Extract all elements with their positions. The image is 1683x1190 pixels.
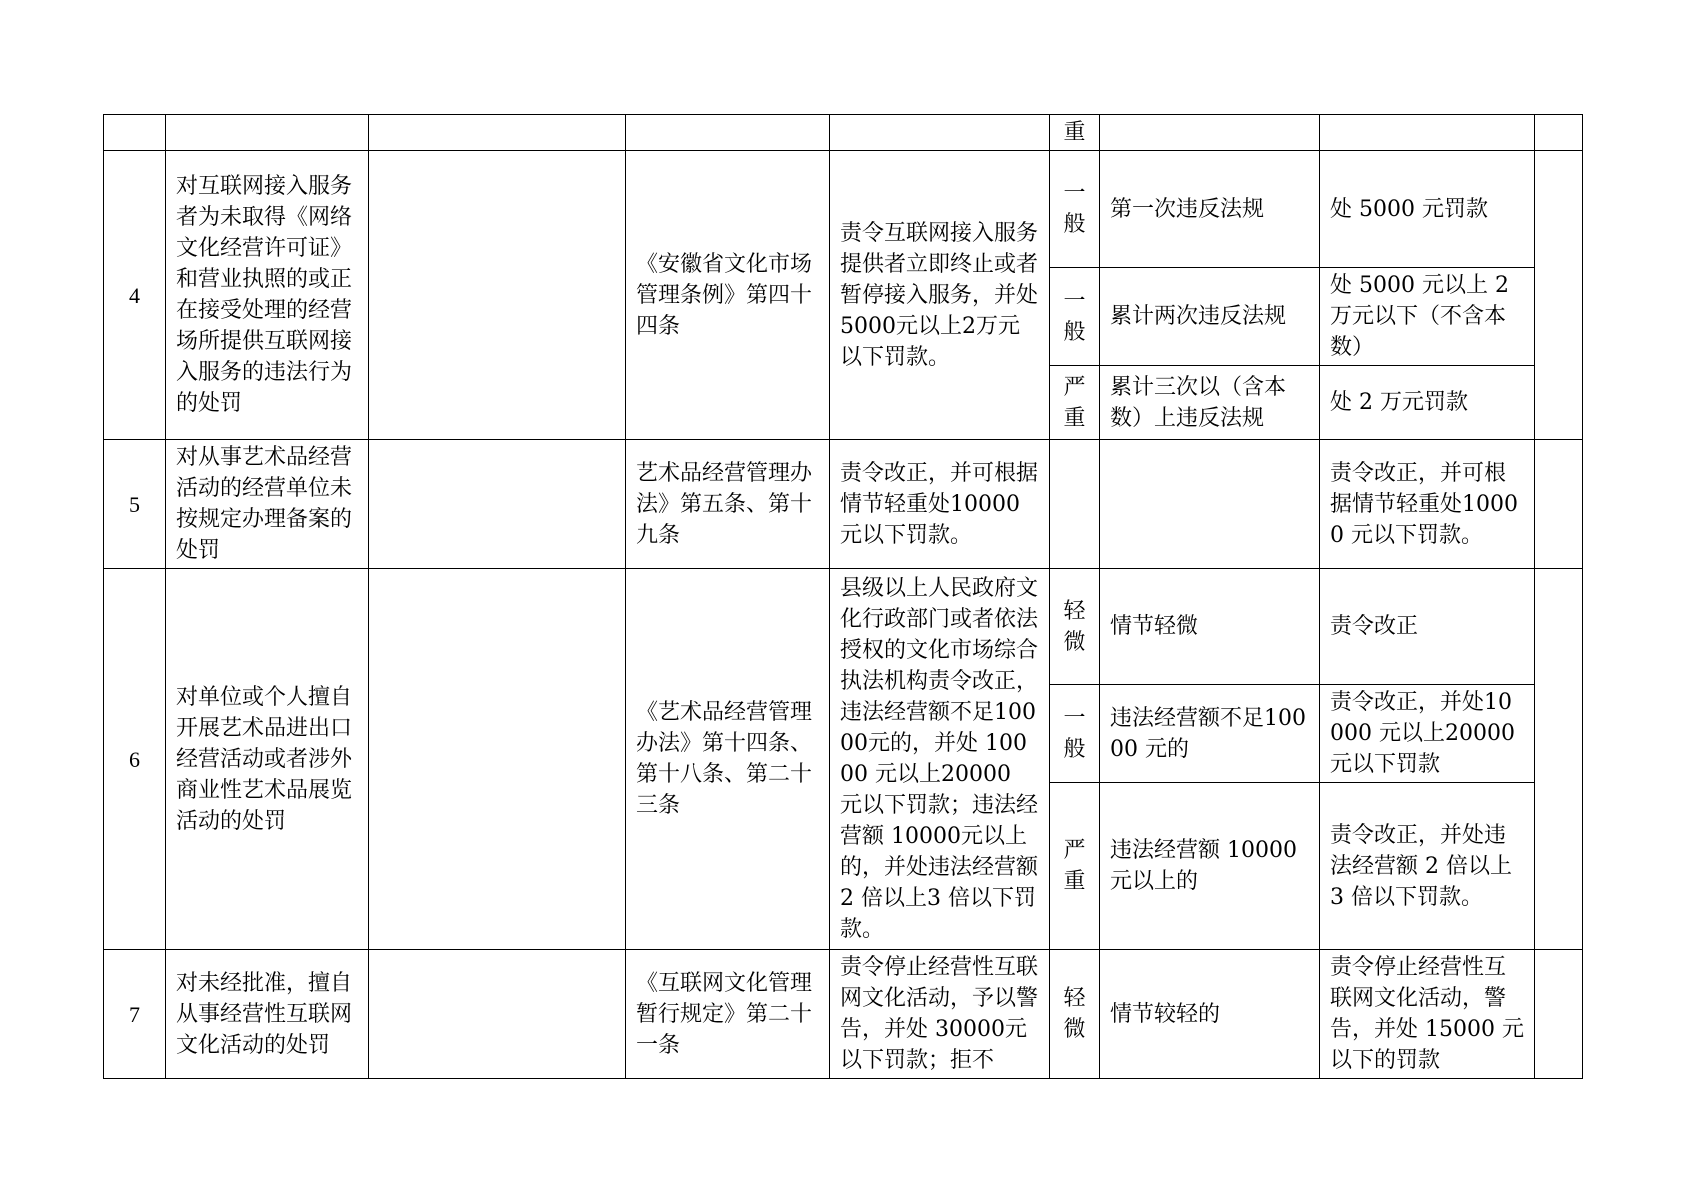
cell-standard: 处 2 万元罚款 (1320, 366, 1535, 440)
cell-remark (1535, 569, 1583, 950)
cell-level (1050, 440, 1100, 569)
cell-level: 轻微 (1050, 950, 1100, 1079)
table-row (104, 151, 1583, 268)
cell-standard: 责令停止经营性互联网文化活动，警告，并处 15000 元以下的罚款 (1320, 950, 1535, 1079)
cell-no: 5 (104, 440, 166, 569)
cell-remark (1535, 151, 1583, 440)
cell-circumstance: 累计三次以（含本数）上违反法规 (1100, 366, 1320, 440)
cell-code (369, 115, 626, 151)
cell-circumstance: 情节轻微 (1100, 569, 1320, 685)
cell-item: 对单位或个人擅自开展艺术品进出口经营活动或者涉外商业性艺术品展览活动的处罚 (166, 569, 369, 950)
cell-standard: 责令改正 (1320, 569, 1535, 685)
cell-penalty: 责令互联网接入服务提供者立即终止或者暂停接入服务，并处5000元以上2万元以下罚款。 (830, 151, 1050, 440)
cell-standard: 责令改正，并处10000 元以上20000 元以下罚款 (1320, 685, 1535, 783)
cell-level: 严重 (1050, 366, 1100, 440)
cell-remark (1535, 950, 1583, 1079)
cell-remark (1535, 115, 1583, 151)
penalty-discretion-table (103, 114, 1583, 1079)
cell-circumstance: 违法经营额不足10000 元的 (1100, 685, 1320, 783)
cell-item: 对从事艺术品经营活动的经营单位未按规定办理备案的处罚 (166, 440, 369, 569)
cell-standard: 责令改正，并处违法经营额 2 倍以上3 倍以下罚款。 (1320, 783, 1535, 950)
cell-basis (626, 115, 830, 151)
cell-item: 对互联网接入服务者为未取得《网络文化经营许可证》和营业执照的或正在接受处理的经营场所提供互联网接入服务的违法行为的处罚 (166, 151, 369, 440)
cell-basis: 《安徽省文化市场管理条例》第四十四条 (626, 151, 830, 440)
cell-code (369, 151, 626, 440)
cell-standard: 处 5000 元罚款 (1320, 151, 1535, 268)
cell-level: 轻微 (1050, 569, 1100, 685)
cell-circumstance: 累计两次违反法规 (1100, 268, 1320, 366)
table-row (104, 440, 1583, 569)
cell-no: 7 (104, 950, 166, 1079)
cell-circumstance: 第一次违反法规 (1100, 151, 1320, 268)
cell-basis: 艺术品经营管理办法》第五条、第十九条 (626, 440, 830, 569)
cell-no: 6 (104, 569, 166, 950)
cell-level: 一般 (1050, 685, 1100, 783)
cell-circumstance (1100, 440, 1320, 569)
cell-remark (1535, 440, 1583, 569)
table-row (104, 950, 1583, 1079)
cell-code (369, 950, 626, 1079)
cell-no: 4 (104, 151, 166, 440)
cell-standard (1320, 115, 1535, 151)
cell-basis: 《互联网文化管理暂行规定》第二十一条 (626, 950, 830, 1079)
cell-circumstance: 情节较轻的 (1100, 950, 1320, 1079)
cell-level: 严重 (1050, 783, 1100, 950)
cell-standard: 责令改正，并可根据情节轻重处10000 元以下罚款。 (1320, 440, 1535, 569)
cell-no (104, 115, 166, 151)
table-row-continuation (104, 115, 1583, 151)
cell-item (166, 115, 369, 151)
cell-code (369, 569, 626, 950)
cell-level: 重 (1050, 115, 1100, 151)
cell-penalty: 责令停止经营性互联网文化活动，予以警告，并处 30000元以下罚款；拒不 (830, 950, 1050, 1079)
cell-item: 对未经批准，擅自从事经营性互联网文化活动的处罚 (166, 950, 369, 1079)
cell-penalty (830, 115, 1050, 151)
cell-code (369, 440, 626, 569)
cell-circumstance: 违法经营额 10000元以上的 (1100, 783, 1320, 950)
table-row (104, 569, 1583, 685)
cell-basis: 《艺术品经营管理办法》第十四条、第十八条、第二十三条 (626, 569, 830, 950)
cell-penalty: 责令改正，并可根据情节轻重处10000 元以下罚款。 (830, 440, 1050, 569)
cell-level: 一般 (1050, 268, 1100, 366)
cell-circumstance (1100, 115, 1320, 151)
cell-standard: 处 5000 元以上 2 万元以下（不含本数） (1320, 268, 1535, 366)
cell-level: 一般 (1050, 151, 1100, 268)
cell-penalty: 县级以上人民政府文化行政部门或者依法授权的文化市场综合执法机构责令改正，违法经营额不足10000元的，并处 10000 元以上20000 元以下罚款；违法经营额 10000元以上的，并处违法经营额 2 倍以上3 倍以下罚款。 (830, 569, 1050, 950)
